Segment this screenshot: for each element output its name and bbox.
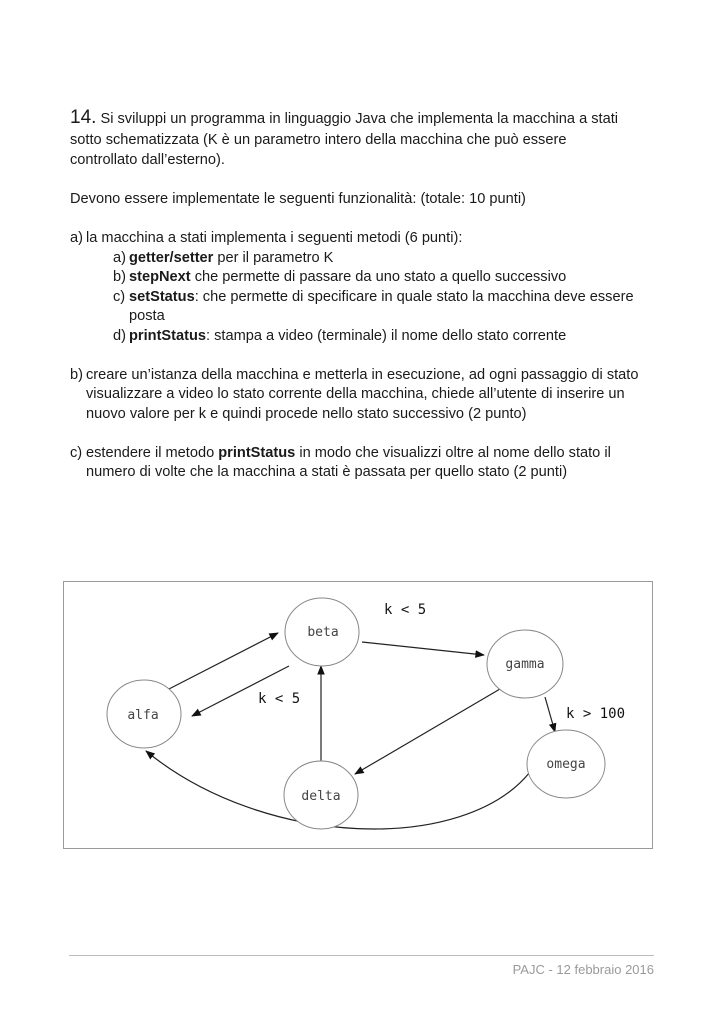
part-c: c) estendere il metodo printStatus in modo che visualizzi oltre al nome dello stato il xyxy=(70,445,611,461)
part-b-label: b) xyxy=(70,367,83,383)
edge-beta-gamma xyxy=(362,642,484,655)
part-b: b) creare un’istanza della macchina e metterla in esecuzione, ad ogni passaggio di stato xyxy=(70,367,639,383)
edge-label-beta-gamma: k < 5 xyxy=(384,602,427,618)
footer-text: PAJC - 12 febbraio 2016 xyxy=(512,962,654,977)
part-a-item-c: c) setStatus: che permette di specificare in quale stato la macchina deve essere xyxy=(113,289,634,305)
part-b-line-2: visualizzare a video lo stato corrente della macchina, chiede all’utente di inserire un xyxy=(86,386,625,402)
intro-text-1: Si sviluppi un programma in linguaggio Java che implementa la macchina a stati xyxy=(100,111,619,127)
edge-gamma-delta xyxy=(355,689,500,774)
edge-gamma-omega xyxy=(545,697,555,732)
state-label-gamma: gamma xyxy=(505,657,545,672)
intro-line-2: sotto schematizzata (K è un parametro intero della macchina che può essere xyxy=(70,132,567,148)
part-a-text: la macchina a stati implementa i seguenti metodi (6 punti): xyxy=(86,230,463,246)
state-label-beta: beta xyxy=(307,625,339,640)
state-machine-diagram xyxy=(63,581,653,849)
exercise-number: 14. xyxy=(70,107,97,128)
edge-label-gamma-omega: k > 100 xyxy=(566,706,626,722)
part-c-label: c) xyxy=(70,445,83,461)
part-a-label: a) xyxy=(70,230,83,246)
requirements-line: Devono essere implementate le seguenti funzionalità: (totale: 10 punti) xyxy=(70,191,526,207)
part-a xyxy=(70,228,462,248)
state-label-delta: delta xyxy=(301,789,341,804)
part-a-item-c-cont: posta xyxy=(129,308,165,324)
state-label-omega: omega xyxy=(546,757,586,772)
part-b-line-3: nuovo valore per k e quindi procede nello stato successivo (2 punto) xyxy=(86,406,527,422)
intro-line-3: controllato dall’esterno). xyxy=(70,152,225,168)
edge-alfa-beta xyxy=(167,633,278,690)
state-machine-svg xyxy=(64,582,654,850)
part-a-item-b: b) stepNext che permette di passare da uno stato a quello successivo xyxy=(113,269,567,285)
footer-divider xyxy=(69,955,654,956)
part-a-item-a: a) getter/setter per il parametro K xyxy=(113,250,334,266)
part-a-item-d: d) printStatus: stampa a video (terminale) il nome dello stato corrente xyxy=(113,328,567,344)
intro-line-1 xyxy=(70,108,618,129)
edge-label-beta-alfa: k < 5 xyxy=(258,691,301,707)
part-c-line-2: numero di volte che la macchina a stati è passata per quello stato (2 punti) xyxy=(86,464,568,480)
state-label-alfa: alfa xyxy=(127,708,159,723)
